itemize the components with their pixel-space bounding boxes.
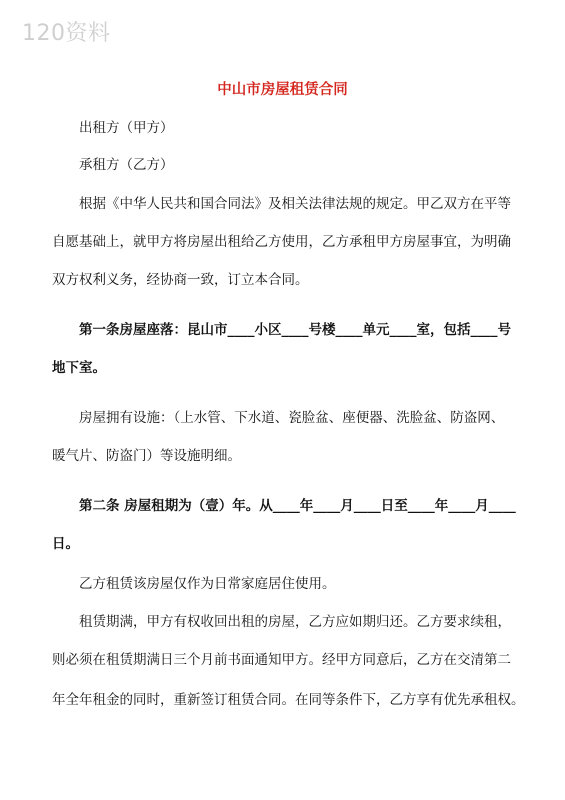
document-title: 中山市房屋租赁合同 xyxy=(217,82,348,98)
article-1-line-1: 第一条房屋座落：昆山市____小区____号楼____单元____室，包括____号 xyxy=(79,322,511,338)
article-1-line-2: 地下室。 xyxy=(52,360,106,376)
usage-line: 乙方租赁该房屋仅作为日常家庭居住使用。 xyxy=(79,576,336,592)
lessor-line: 出租方（甲方） xyxy=(79,120,174,136)
facilities-line-2: 暖气片、防盗门）等设施明细。 xyxy=(52,448,241,464)
expiry-paragraph-line-2: 则必须在租赁期满日三个月前书面通知甲方。经甲方同意后，乙方在交清第二 xyxy=(52,652,511,668)
article-2-line-1: 第二条 房屋租期为（壹）年。从____年____月____日至____年____月____ xyxy=(79,498,516,514)
facilities-line-1: 房屋拥有设施：（上水管、下水道、瓷脸盆、座便器、洗脸盆、防盗网、 xyxy=(79,410,505,426)
watermark: 120资料 xyxy=(22,21,111,46)
expiry-paragraph-line-3: 年全年租金的同时，重新签订租赁合同。在同等条件下，乙方享有优先承租权。 xyxy=(52,692,525,708)
intro-paragraph-line-2: 自愿基础上，就甲方将房屋出租给乙方使用，乙方承租甲方房屋事宜，为明确 xyxy=(52,234,511,250)
article-2-line-2: 日。 xyxy=(52,536,79,552)
lessee-line: 承租方（乙方） xyxy=(79,157,174,173)
expiry-paragraph-line-1: 租赁期满，甲方有权收回出租的房屋，乙方应如期归还。乙方要求续租， xyxy=(79,614,511,630)
intro-paragraph-line-3: 双方权利义务，经协商一致，订立本合同。 xyxy=(52,272,309,288)
intro-paragraph-line-1: 根据《中华人民共和国合同法》及相关法律法规的规定。甲乙双方在平等 xyxy=(79,196,511,212)
